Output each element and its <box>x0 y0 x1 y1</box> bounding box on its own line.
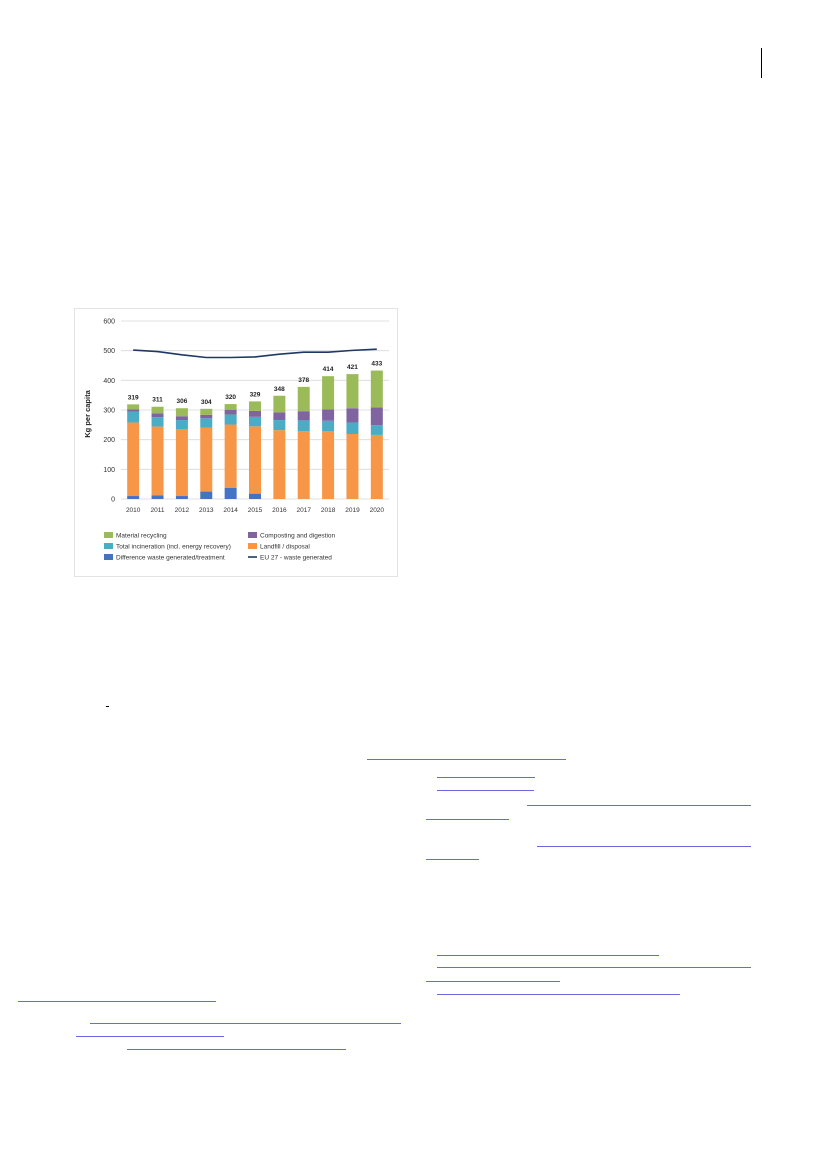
bar-segment <box>322 376 334 409</box>
bar-segment <box>346 408 358 422</box>
x-tick-label: 2011 <box>150 507 165 514</box>
bar-segment <box>152 413 164 417</box>
bar-segment <box>176 420 188 429</box>
x-tick-label: 2017 <box>296 507 311 514</box>
bar-segment <box>200 409 212 415</box>
bar-segment <box>200 428 212 492</box>
y-tick-label: 500 <box>103 348 115 356</box>
bar-segment <box>127 496 139 499</box>
bar-segment <box>298 411 310 420</box>
footnote-link-5a[interactable] <box>537 846 751 847</box>
footnote-link-5b[interactable] <box>426 859 479 860</box>
bar-total-label: 378 <box>298 376 310 384</box>
legend-label: Material recycling <box>116 532 167 540</box>
legend-label: Composting and digestion <box>260 532 336 540</box>
legend-label: Total incineration (incl. energy recovery) <box>116 543 231 551</box>
bar-segment <box>225 404 237 410</box>
bar-segment <box>249 411 261 417</box>
legend-label: Landfill / disposal <box>260 543 310 551</box>
footnote-link-11[interactable] <box>127 1049 346 1050</box>
footnote-link-6[interactable] <box>437 955 659 956</box>
y-tick-label: 0 <box>111 496 115 504</box>
bar-segment <box>371 407 383 425</box>
bar-segment <box>176 496 188 499</box>
bar-total-label: 329 <box>249 391 261 399</box>
waste-per-capita-chart <box>75 309 397 576</box>
legend-label: EU 27 - waste generated <box>260 554 332 562</box>
bar-segment <box>152 427 164 496</box>
footnote-link-4b[interactable] <box>426 819 509 820</box>
x-tick-label: 2014 <box>223 507 238 514</box>
bar-segment <box>176 429 188 496</box>
bar-segment <box>127 404 139 409</box>
bar-segment <box>249 426 261 493</box>
bar-segment <box>346 434 358 499</box>
bar-segment <box>200 415 212 419</box>
y-tick-label: 300 <box>103 407 115 415</box>
footnote-link-9[interactable] <box>18 1001 216 1002</box>
footnote-link-7b[interactable] <box>426 981 560 982</box>
bar-segment <box>273 420 285 430</box>
bar-segment <box>127 412 139 423</box>
bar-segment <box>371 425 383 435</box>
bar-segment <box>200 418 212 427</box>
x-tick-label: 2010 <box>125 507 141 514</box>
bar-segment <box>152 495 164 499</box>
bar-segment <box>249 401 261 410</box>
bar-segment <box>273 412 285 420</box>
bar-total-label: 433 <box>371 360 383 368</box>
bar-segment <box>273 396 285 413</box>
legend-marker <box>248 532 257 538</box>
x-tick-label: 2018 <box>320 507 336 514</box>
footnote-link-3[interactable] <box>437 790 534 791</box>
bar-segment <box>322 431 334 499</box>
legend-marker <box>104 543 113 549</box>
y-tick-label: 400 <box>103 377 115 385</box>
bar-total-label: 421 <box>347 364 358 372</box>
bar-segment <box>176 416 188 420</box>
bar-total-label: 320 <box>225 394 237 402</box>
bar-segment <box>200 492 212 499</box>
y-tick-label: 600 <box>103 318 115 326</box>
bar-total-label: 348 <box>273 385 285 393</box>
bar-segment <box>127 409 139 411</box>
x-tick-label: 2012 <box>174 507 190 514</box>
bar-segment <box>273 430 285 499</box>
footnote-dash <box>106 706 109 707</box>
bar-total-label: 319 <box>127 394 139 402</box>
x-tick-label: 2019 <box>345 507 360 514</box>
footnote-link-8[interactable] <box>437 994 680 995</box>
footnote-link-10b[interactable] <box>76 1036 224 1037</box>
bar-segment <box>249 417 261 426</box>
footnote-link-1[interactable] <box>367 759 566 760</box>
bar-segment <box>225 414 237 424</box>
y-tick-label: 200 <box>103 437 115 445</box>
legend-marker <box>248 543 257 549</box>
legend-marker <box>104 532 113 538</box>
bar-segment <box>225 488 237 499</box>
bar-segment <box>346 422 358 434</box>
footnote-link-10a[interactable] <box>90 1023 401 1024</box>
bar-segment <box>225 410 237 415</box>
bar-segment <box>298 420 310 431</box>
bar-segment <box>322 409 334 420</box>
bar-segment <box>322 421 334 432</box>
x-tick-label: 2016 <box>272 507 287 514</box>
bar-total-label: 414 <box>322 366 334 374</box>
bar-segment <box>152 417 164 426</box>
bar-segment <box>371 371 383 408</box>
legend-label: Difference waste generated/treatment <box>116 554 225 562</box>
y-axis-label: Kg per capita <box>83 390 92 438</box>
x-tick-label: 2013 <box>199 507 214 514</box>
bar-segment <box>371 435 383 499</box>
footnote-link-7a[interactable] <box>437 967 751 968</box>
y-tick-label: 100 <box>103 466 115 474</box>
bar-total-label: 306 <box>176 398 188 406</box>
bar-segment <box>249 494 261 499</box>
bar-segment <box>225 425 237 488</box>
waste-chart-frame <box>74 308 398 577</box>
footnote-link-2[interactable] <box>437 777 535 778</box>
footnote-link-4a[interactable] <box>527 805 751 806</box>
bar-segment <box>298 431 310 499</box>
bar-segment <box>176 408 188 416</box>
x-tick-label: 2015 <box>247 507 263 514</box>
bar-segment <box>127 422 139 496</box>
x-tick-label: 2020 <box>369 507 385 514</box>
bar-total-label: 311 <box>152 396 163 404</box>
bar-segment <box>346 374 358 408</box>
legend-marker <box>104 554 113 560</box>
bar-total-label: 304 <box>200 398 212 406</box>
page-corner-rule <box>761 48 762 78</box>
bar-segment <box>298 387 310 411</box>
bar-segment <box>152 407 164 414</box>
